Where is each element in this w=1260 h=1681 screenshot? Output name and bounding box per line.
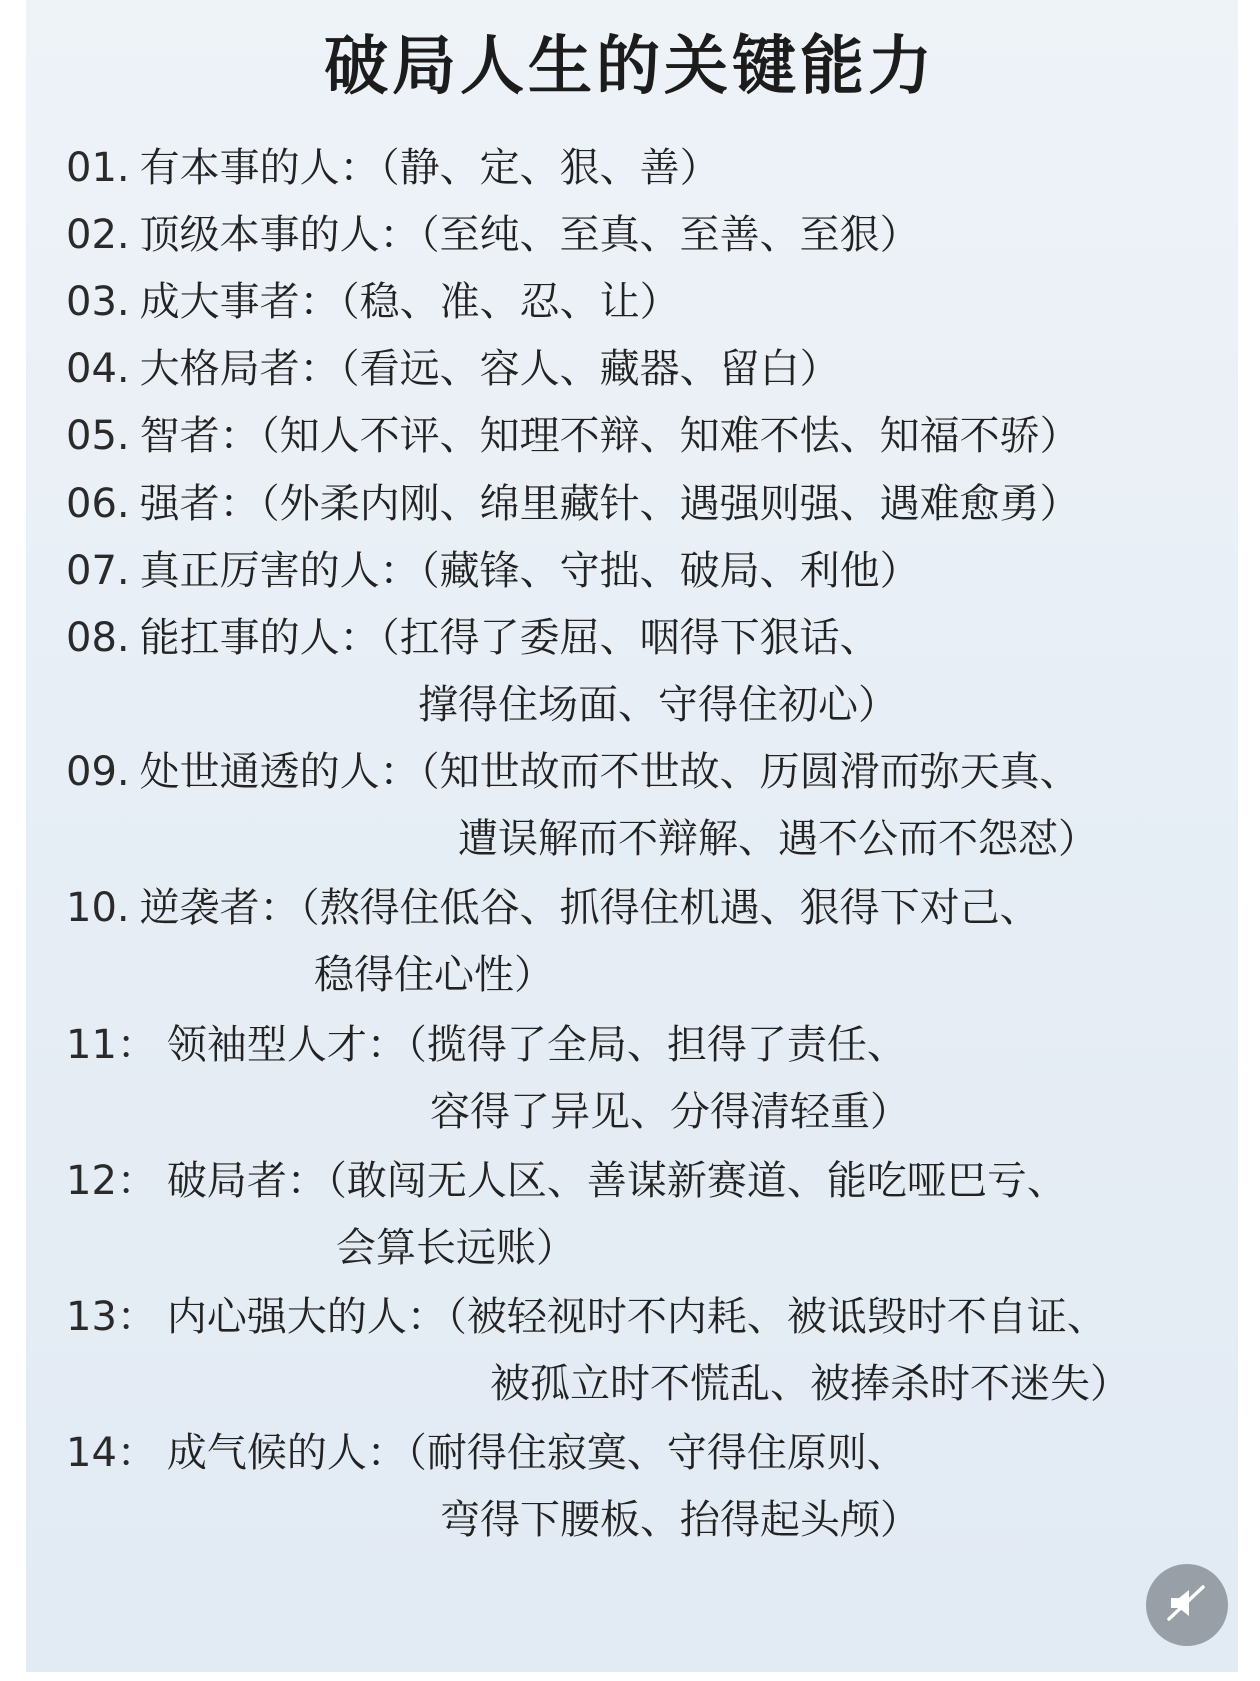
item-qualities: （看远、容人、藏器、留白） xyxy=(339,346,840,392)
item-qualities: （熬得住低谷、抓得住机遇、狠得下对己、 xyxy=(299,885,1040,931)
item-number: 09. xyxy=(66,749,130,795)
list-item xyxy=(66,543,920,599)
item-label: 内心强大的人： xyxy=(166,1294,447,1340)
list-item xyxy=(66,1153,1067,1209)
item-label: 强者： xyxy=(139,481,260,527)
item-label: 真正厉害的人： xyxy=(139,548,420,594)
item-label: 智者： xyxy=(139,413,260,459)
list-item xyxy=(66,207,920,263)
item-number: 03. xyxy=(66,279,130,325)
item-number: 10. xyxy=(66,885,130,931)
item-qualities: （揽得了全局、担得了责任、 xyxy=(406,1022,907,1068)
item-label: 破局者： xyxy=(166,1158,327,1204)
item-qualities: （敢闯无人区、善谋新赛道、能吃哑巴亏、 xyxy=(326,1158,1067,1204)
item-label: 领袖型人才： xyxy=(166,1022,407,1068)
item-qualities: （扛得了委屈、咽得下狠话、 xyxy=(379,615,880,661)
item-qualities: （知世故而不世故、历圆滑而弥天真、 xyxy=(419,749,1080,795)
item-number: 11： xyxy=(66,1022,157,1068)
page-title: 破局人生的关键能力 xyxy=(324,30,936,104)
list-item xyxy=(66,1017,907,1073)
item-qualities: （知人不评、知理不辩、知难不怯、知福不骄） xyxy=(259,413,1080,459)
item-label: 逆袭者： xyxy=(139,885,300,931)
item-continuation: 容得了异见、分得清轻重） xyxy=(430,1089,910,1135)
item-qualities: （静、定、狠、善） xyxy=(379,145,720,191)
list-item xyxy=(66,744,1080,800)
list-item xyxy=(66,408,1080,464)
item-continuation: 会算长远账） xyxy=(336,1225,576,1271)
item-label: 处世通透的人： xyxy=(139,749,420,795)
item-number: 05. xyxy=(66,413,130,459)
item-label: 有本事的人： xyxy=(139,145,380,191)
item-number: 08. xyxy=(66,615,130,661)
item-number: 13： xyxy=(66,1294,157,1340)
item-number: 02. xyxy=(66,212,130,258)
item-qualities: （耐得住寂寞、守得住原则、 xyxy=(406,1430,907,1476)
item-label: 成大事者： xyxy=(139,279,340,325)
list-item xyxy=(66,610,880,666)
item-label: 顶级本事的人： xyxy=(139,212,420,258)
item-number: 01. xyxy=(66,145,130,191)
list-item xyxy=(66,341,840,397)
item-label: 大格局者： xyxy=(139,346,340,392)
item-number: 06. xyxy=(66,481,130,527)
list-item xyxy=(66,1289,1107,1345)
item-number: 12： xyxy=(66,1158,157,1204)
item-continuation: 撑得住场面、守得住初心） xyxy=(418,682,898,728)
speaker-muted-icon xyxy=(1165,1581,1209,1630)
list-item xyxy=(66,476,1080,532)
item-qualities: （至纯、至真、至善、至狠） xyxy=(419,212,920,258)
list-item xyxy=(66,274,680,330)
item-qualities: （稳、准、忍、让） xyxy=(339,279,680,325)
item-qualities: （藏锋、守拙、破局、利他） xyxy=(419,548,920,594)
list-item xyxy=(66,880,1040,936)
item-qualities: （被轻视时不内耗、被诋毁时不自证、 xyxy=(446,1294,1107,1340)
mute-button[interactable] xyxy=(1146,1564,1228,1646)
item-continuation: 遭误解而不辩解、遇不公而不怨怼） xyxy=(458,816,1098,862)
list-item xyxy=(66,140,720,196)
item-label: 成气候的人： xyxy=(166,1430,407,1476)
item-number: 04. xyxy=(66,346,130,392)
item-number: 07. xyxy=(66,548,130,594)
item-label: 能扛事的人： xyxy=(139,615,380,661)
list-item xyxy=(66,1425,907,1481)
item-continuation: 被孤立时不慌乱、被捧杀时不迷失） xyxy=(490,1361,1130,1407)
item-qualities: （外柔内刚、绵里藏针、遇强则强、遇难愈勇） xyxy=(259,481,1080,527)
item-number: 14： xyxy=(66,1430,157,1476)
item-continuation: 弯得下腰板、抬得起头颅） xyxy=(440,1497,920,1543)
item-continuation: 稳得住心性） xyxy=(314,952,554,998)
